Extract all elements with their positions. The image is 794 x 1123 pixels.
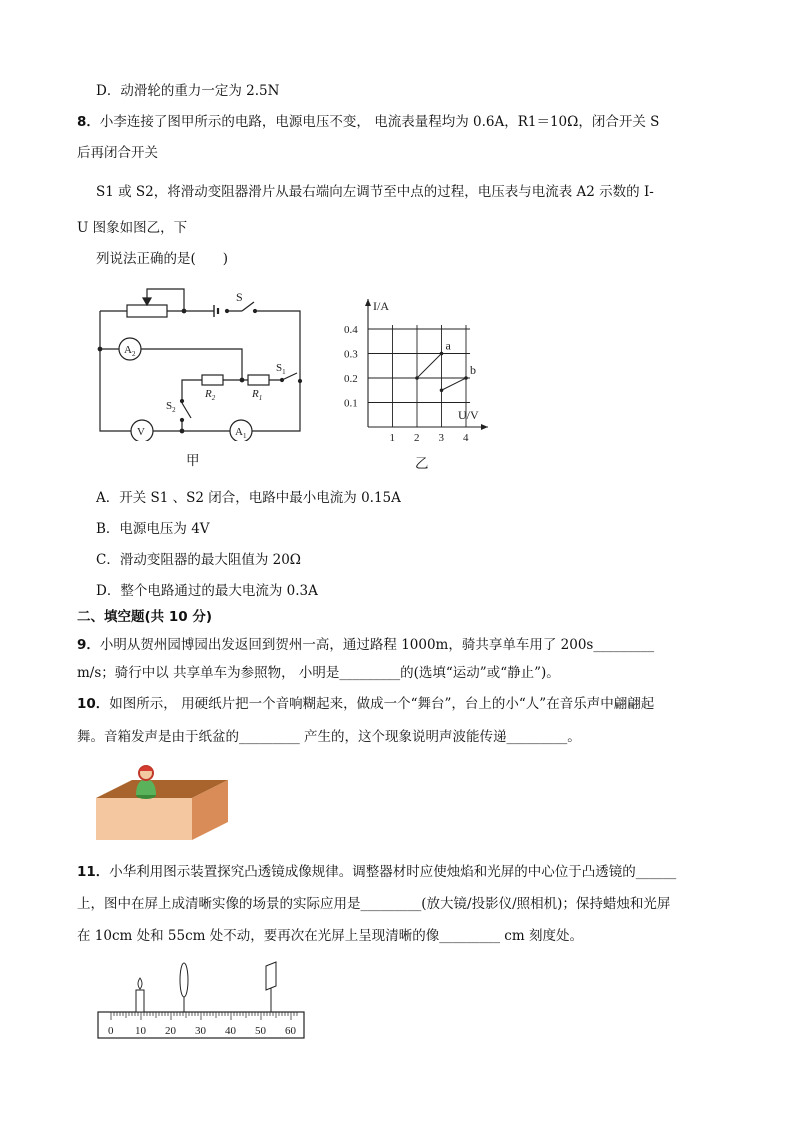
data-point-b bbox=[464, 376, 468, 380]
q8-line4: U 图象如图乙，下 bbox=[77, 220, 188, 236]
q11-text3b: cm 刻度处。 bbox=[500, 928, 583, 944]
q11-line1 bbox=[77, 863, 676, 881]
svg-text:V: V bbox=[137, 426, 145, 438]
q9-text2b: 的(选填“运动”或“静止”)。 bbox=[400, 665, 560, 681]
x-axis-arrow bbox=[481, 424, 488, 430]
ruler-label: 60 bbox=[285, 1025, 296, 1037]
series-line-a bbox=[417, 354, 442, 379]
resistor-r2 bbox=[202, 375, 223, 385]
figure-b-caption: 乙 bbox=[415, 456, 429, 472]
y-axis-label: I/A bbox=[373, 299, 389, 313]
q11-number: 11． bbox=[77, 864, 110, 880]
svg-text:A1: $A_1$ bbox=[235, 426, 247, 440]
q8-line3: S1 或 S2，将滑动变阻器滑片从最右端向左调节至中点的过程，电压表与电流表 A2 示数的 I- bbox=[96, 184, 654, 200]
ruler-label: 20 bbox=[165, 1025, 176, 1037]
x-tick-label: 2 bbox=[414, 432, 420, 444]
convex-lens-icon bbox=[180, 963, 188, 1012]
candle-icon bbox=[136, 978, 144, 1012]
q11-blank3: _________ bbox=[439, 928, 500, 944]
q11-blank2: _________ bbox=[360, 896, 422, 912]
optical-bench-figure bbox=[96, 960, 308, 1040]
x-axis-label: U/V bbox=[458, 408, 479, 422]
q10-line1 bbox=[77, 695, 654, 713]
q9-text1: 小明从贺州园博园出发返回到贺州一高，通过路程 1000m，骑共享单车用了 200s bbox=[99, 637, 594, 653]
q8-number: 8． bbox=[77, 114, 100, 130]
switch-s-label: S bbox=[236, 290, 243, 304]
q10-text2a: 舞。音箱发声是由于纸盆的 bbox=[77, 729, 239, 745]
series-label-b: b bbox=[470, 363, 476, 377]
figure-a-caption: 甲 bbox=[186, 453, 200, 469]
svg-text:A2: $A_2$ bbox=[124, 344, 136, 358]
y-tick-label: 0.1 bbox=[344, 397, 358, 410]
q7-option-d: D．动滑轮的重力一定为 2.5N bbox=[96, 83, 280, 99]
q8-option-b: B．电源电压为 4V bbox=[96, 521, 210, 537]
q8-option-a: A．开关 S1 、S2 闭合，电路中最小电流为 0.15A bbox=[96, 490, 401, 506]
ruler-label: 0 bbox=[108, 1025, 114, 1037]
q8-line5: 列说法正确的是( ) bbox=[96, 251, 229, 267]
q11-text2a: 上，图中在屏上成清晰实像的场景的实际应用是 bbox=[77, 896, 361, 912]
q8-option-d: D．整个电路通过的最大电流为 0.3A bbox=[96, 583, 318, 599]
ruler-label: 50 bbox=[255, 1025, 266, 1037]
series-line-b bbox=[442, 378, 467, 390]
light-screen-icon bbox=[266, 962, 276, 1012]
q10-blank2: _________ bbox=[506, 729, 568, 745]
q10-blank1: _________ bbox=[239, 729, 300, 745]
q10-text2c: 。 bbox=[567, 729, 581, 745]
q9-number: 9． bbox=[77, 637, 100, 653]
q8-text1: 小李连接了图甲所示的电路，电源电压不变， 电流表量程均为 0.6A，R1＝10Ω，闭合开关 S bbox=[99, 114, 660, 130]
q9-line1 bbox=[77, 636, 654, 654]
q11-text2b: (放大镜/投影仪/照相机)；保持蜡烛和光屏 bbox=[421, 896, 671, 912]
q8-option-c: C．滑动变阻器的最大阻值为 20Ω bbox=[96, 552, 301, 568]
q9-text2: m/s；骑行中以 共享单车为参照物， 小明是 bbox=[77, 665, 340, 681]
q9-line2 bbox=[77, 664, 560, 682]
data-point-b bbox=[440, 388, 444, 392]
y-tick-label: 0.3 bbox=[344, 348, 358, 361]
q11-blank1: ______ bbox=[635, 864, 677, 880]
q10-line2 bbox=[77, 728, 581, 746]
q11-text3a: 在 10cm 处和 55cm 处不动，要再次在光屏上呈现清晰的像 bbox=[77, 928, 440, 944]
q11-line2 bbox=[77, 895, 670, 913]
data-point-a bbox=[440, 352, 444, 356]
svg-text:R2: $R_2$ bbox=[205, 388, 216, 402]
svg-text:R1: $R_1$ bbox=[252, 388, 263, 402]
q10-number: 10． bbox=[77, 696, 110, 712]
x-tick-label: 1 bbox=[389, 432, 395, 444]
x-tick-label: 4 bbox=[463, 432, 469, 444]
q10-text1: 如图所示， 用硬纸片把一个音响糊起来，做成一个“舞台”，台上的小“人”在音乐声中翩翩起 bbox=[109, 696, 655, 712]
data-point-a bbox=[415, 376, 419, 380]
q11-text1: 小华利用图示装置探究凸透镜成像规律。调整器材时应使烛焰和光屏的中心位于凸透镜的 bbox=[109, 864, 636, 880]
ruler-label: 40 bbox=[225, 1025, 236, 1037]
svg-text:S1: $S_1$ bbox=[276, 362, 286, 376]
ruler-label: 30 bbox=[195, 1025, 206, 1037]
section-heading: 二、填空题(共 10 分) bbox=[77, 609, 213, 625]
ruler-label: 10 bbox=[135, 1025, 146, 1037]
q8-line1 bbox=[77, 113, 659, 131]
rheostat bbox=[127, 305, 167, 317]
circuit-diagram bbox=[92, 283, 312, 441]
svg-text:S2: $S_2$ bbox=[166, 400, 176, 414]
resistor-r1 bbox=[248, 375, 269, 385]
q11-line3 bbox=[77, 927, 583, 945]
x-tick-label: 3 bbox=[438, 432, 444, 444]
q9-blank2: _________ bbox=[339, 665, 401, 681]
y-axis-arrow bbox=[365, 299, 371, 306]
iu-graph bbox=[340, 293, 500, 448]
speaker-stage-figure bbox=[94, 760, 229, 842]
y-tick-label: 0.4 bbox=[344, 324, 358, 336]
q10-text2b: 产生的，这个现象说明声波能传递 bbox=[299, 729, 507, 745]
series-label-a: a bbox=[445, 338, 451, 353]
y-tick-label: 0.2 bbox=[344, 373, 358, 385]
q9-blank1: _________ bbox=[593, 637, 655, 653]
q8-line2: 后再闭合开关 bbox=[77, 145, 158, 161]
